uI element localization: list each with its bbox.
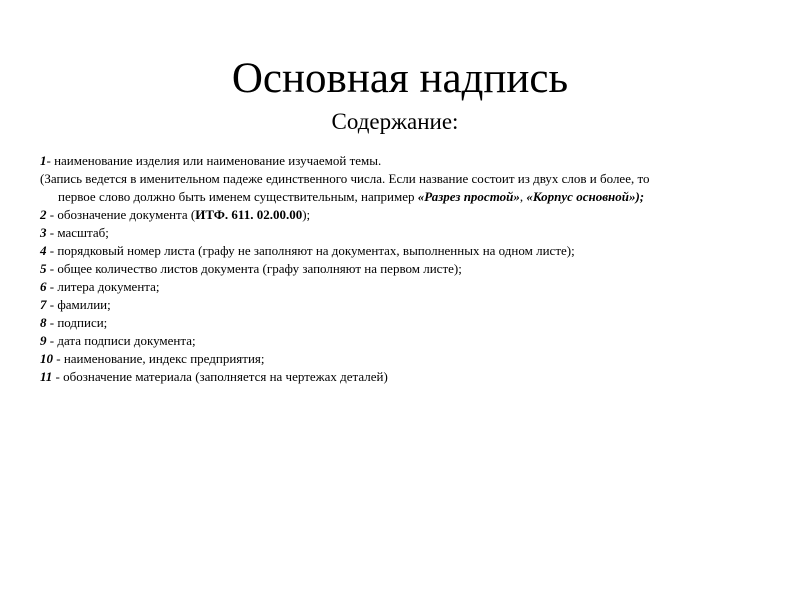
item-text: - общее количество листов документа (графу заполняют на первом листе); [46, 261, 462, 276]
list-item-9 [40, 332, 780, 350]
list-item-8 [40, 314, 780, 332]
document-code: ИТФ. 611. 02.00.00 [195, 207, 303, 222]
list-item-7 [40, 296, 780, 314]
list-item-11 [40, 368, 780, 386]
item-number: 6 [40, 279, 47, 294]
item-number: 8 [40, 315, 47, 330]
item-text: - литера документа; [46, 279, 160, 294]
item-number: 4 [40, 243, 47, 258]
item-number: 3 [40, 225, 47, 240]
list-note [40, 170, 780, 206]
item-number: 5 [40, 261, 47, 276]
list-item-10 [40, 350, 780, 368]
item-text: - обозначение документа ( [46, 207, 196, 222]
note-line-1: (Запись ведется в именительном падеже единственного числа. Если название состоит из двух слов и более, то [40, 171, 650, 186]
item-number: 10 [40, 351, 53, 366]
item-number: 2 [40, 207, 47, 222]
note-separator: , [519, 189, 527, 204]
item-text: - наименование, индекс предприятия; [53, 351, 265, 366]
item-text: - наименование изделия или наименование изучаемой темы. [46, 153, 382, 168]
item-text: - масштаб; [46, 225, 109, 240]
slide-title: Основная надпись [231, 55, 569, 102]
item-number: 9 [40, 333, 47, 348]
example-2: «Корпус основной»); [526, 189, 645, 204]
item-number: 1 [40, 153, 47, 168]
example-1: «Разрез простой» [417, 189, 520, 204]
slide-subtitle: Содержание: [331, 109, 459, 134]
list-item-2 [40, 206, 780, 224]
item-text: - фамилии; [46, 297, 111, 312]
list-item-4 [40, 242, 780, 260]
list-item-5 [40, 260, 780, 278]
item-text-end: ); [302, 207, 311, 222]
note-line-2 [40, 188, 780, 206]
item-text: - подписи; [46, 315, 108, 330]
item-text: - обозначение материала (заполняется на чертежах деталей) [52, 369, 388, 384]
list-item-6 [40, 278, 780, 296]
note-text: первое слово должно быть именем существительным, например [58, 189, 418, 204]
item-number: 11 [40, 369, 53, 384]
list-item-3 [40, 224, 780, 242]
item-text: - порядковый номер листа (графу не заполняют на документах, выполненных на одном листе); [46, 243, 575, 258]
item-text: - дата подписи документа; [46, 333, 196, 348]
list-item-1 [40, 152, 780, 170]
content-list [40, 152, 780, 386]
item-number: 7 [40, 297, 47, 312]
